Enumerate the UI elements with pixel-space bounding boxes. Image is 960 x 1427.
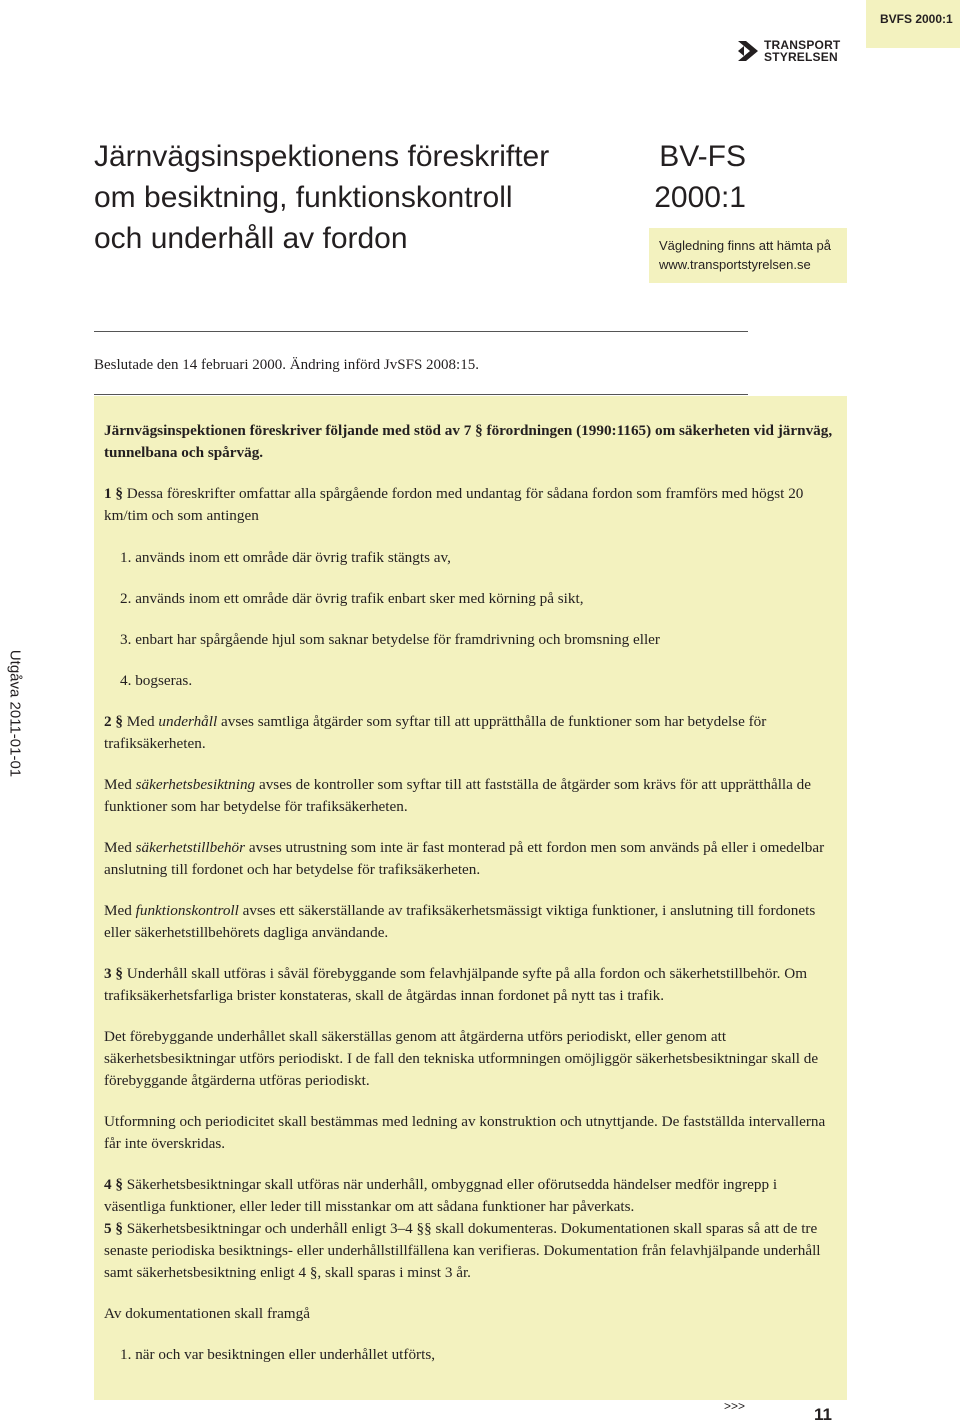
paragraph: Utformning och periodicitet skall bestämmas med ledning av konstruktion och utnyttjande. De fastställda intervallerna får inte överskridas. [104,1113,826,1152]
list-item: 2. används inom ett område där övrig trafik enbart sker med körning på sikt, [120,590,584,607]
divider-bottom [94,394,748,395]
series-name: BV-FS [659,140,746,173]
list-item: 1. används inom ett område där övrig trafik stängts av, [120,549,451,566]
transportstyrelsen-logo [738,38,850,66]
guidance-box: Vägledning finns att hämta på www.transportstyrelsen.se [649,228,847,283]
defined-term: säkerhetsbesiktning [135,776,256,793]
list-item: 4. bogseras. [120,672,193,689]
logo-mark-icon [738,39,760,63]
section-number: 4 § [104,1176,123,1193]
defined-term: underhåll [158,713,218,730]
paragraph: Av dokumentationen skall framgå [104,1305,310,1322]
defined-term: funktionskontroll [135,902,239,919]
section-1: 1 § Dessa föreskrifter omfattar alla spårgående fordon med undantag för sådana fordon som framförs med högst 20 km/tim och som antingen [104,485,804,524]
guidance-url: www.transportstyrelsen.se [659,257,811,272]
list-item: 1. när och var besiktningen eller underhållet utförts, [120,1346,436,1363]
section-2: 2 § Med underhåll avses samtliga åtgärder som syftar till att upprätthålla de funktioner som har betydelse för trafiksäkerheten. [104,713,767,752]
divider-top [94,331,748,332]
section-number: 2 § [104,713,123,730]
statute-series [654,136,746,218]
section-4: 4 § Säkerhetsbesiktningar skall utföras när underhåll, ombyggnad eller oförutsedda händelser medför ingrepp i väsentliga funktioner, eller leder till misstankar om att sådana funktioner har påverkats. [104,1176,778,1215]
definition-paragraph: Med säkerhetstillbehör avses utrustning som inte är fast monterad på ett fordon men som används på eller i omedelbar anslutning till fordonet och har betydelse för trafiksäkerheten. [104,839,825,878]
edition-date: Utgåva 2011-01-01 [6,649,24,778]
defined-term: säkerhetstillbehör [135,839,246,856]
definition-paragraph: Med funktionskontroll avses ett säkerställande av trafiksäkerhetsmässigt viktiga funktioner, i anslutning till fordonets eller säkerhetstillbehörets dagliga användande. [104,902,816,941]
section-number: 5 § [104,1220,123,1237]
regulation-body [94,396,847,1400]
series-number: 2000:1 [654,181,746,214]
section-number: 1 § [104,485,123,502]
document-code: BVFS 2000:1 [880,12,953,26]
logo-wordmark: TRANSPORT STYRELSEN [764,38,841,64]
section-number: 3 § [104,965,123,982]
intro-paragraph: Järnvägsinspektionen föreskriver följande med stöd av 7 § förordningen (1990:1165) om säkerheten vid järnväg, tunnelbana och spårväg. [104,422,833,461]
page-number: 11 [814,1405,832,1424]
section-3: 3 § Underhåll skall utföras i såväl förebyggande som felavhjälpande syfte på alla fordon och säkerhetstillbehör. Om trafiksäkerhetsfarliga brister konstateras, skall de åtgärdas innan fordonet på nytt tas i trafik. [104,965,808,1004]
document-title: Järnvägsinspektionens föreskrifter om besiktning, funktionskontroll och underhåll av fordon [94,140,550,255]
continue-marker: >>> [724,1399,746,1413]
document-code-tab [866,0,960,48]
paragraph: Det förebyggande underhållet skall säkerställas genom att åtgärderna utförs periodiskt, eller genom att säkerhetsbesiktningar utförs periodiskt. I de fall den tekniska utformningen omöjliggör säkerhetsbesiktningar skall de förebyggande åtgärderna utföras periodiskt. [104,1028,819,1089]
decision-date: Beslutade den 14 februari 2000. Ändring införd JvSFS 2008:15. [94,357,479,373]
section-5: 5 § Säkerhetsbesiktningar och underhåll enligt 3–4 §§ skall dokumenteras. Dokumentationen skall sparas så att de tre senaste periodiska besiktnings- eller underhållstillfällena kan verifieras. Dokumentation från felavhjälpande underhåll samt säkerhetsbesiktning enligt 4 §, skall sparas i minst 3 år. [104,1220,821,1281]
list-item: 3. enbart har spårgående hjul som saknar betydelse för framdrivning och bromsning eller [120,631,660,648]
definition-paragraph: Med säkerhetsbesiktning avses de kontroller som syftar till att fastställa de åtgärder som krävs för att upprätthålla de funktioner som har betydelse för trafiksäkerheten. [104,776,812,815]
